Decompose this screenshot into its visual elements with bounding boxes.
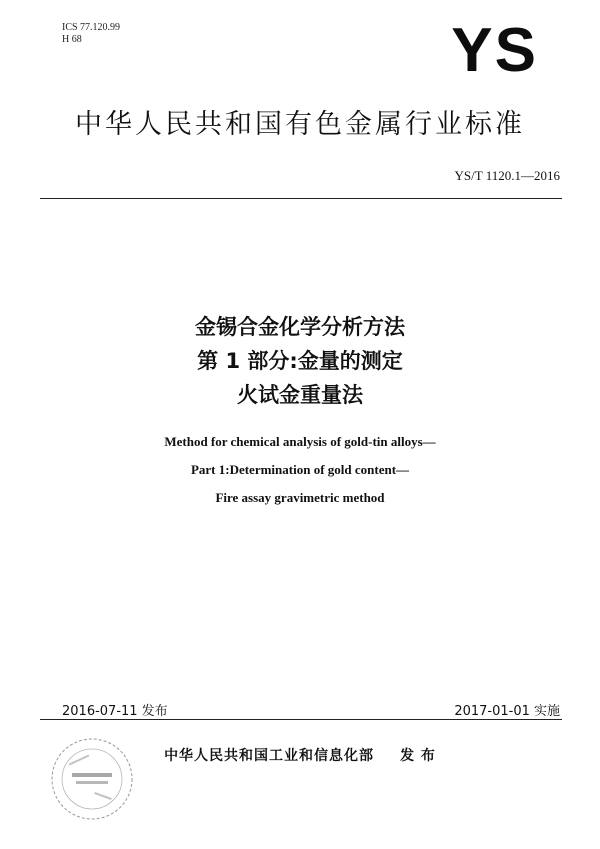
issuing-authority xyxy=(0,745,600,765)
standard-number: YS/T 1120.1—2016 xyxy=(454,168,560,183)
english-title xyxy=(0,428,600,512)
ics-code: ICS 77.120.99 xyxy=(62,22,121,33)
issue-date: 2016-07-11 发布 xyxy=(62,704,168,719)
english-title-line1: Method for chemical analysis of gold-tin alloys— xyxy=(164,434,436,449)
issuer-name: 中华人民共和国工业和信息化部 xyxy=(164,748,375,764)
top-divider xyxy=(40,198,562,199)
bottom-divider xyxy=(40,719,562,720)
chinese-title-line1: 金锡合金化学分析方法 xyxy=(195,315,405,339)
classification-codes xyxy=(62,22,120,46)
issuer-action: 发 布 xyxy=(400,748,436,764)
chinese-title-line2: 第 1 部分:金量的测定 xyxy=(197,349,403,373)
ccs-code: H 68 xyxy=(62,34,82,45)
english-title-line3: Fire assay gravimetric method xyxy=(215,490,385,505)
chinese-title-line3: 火试金重量法 xyxy=(237,383,363,407)
chinese-title xyxy=(0,310,600,412)
organization-title: 中华人民共和国有色金属行业标准 xyxy=(75,109,525,140)
english-title-line2: Part 1:Determination of gold content— xyxy=(190,462,410,477)
implementation-date: 2017-01-01 实施 xyxy=(454,704,560,719)
ys-logo: YS xyxy=(451,16,538,85)
